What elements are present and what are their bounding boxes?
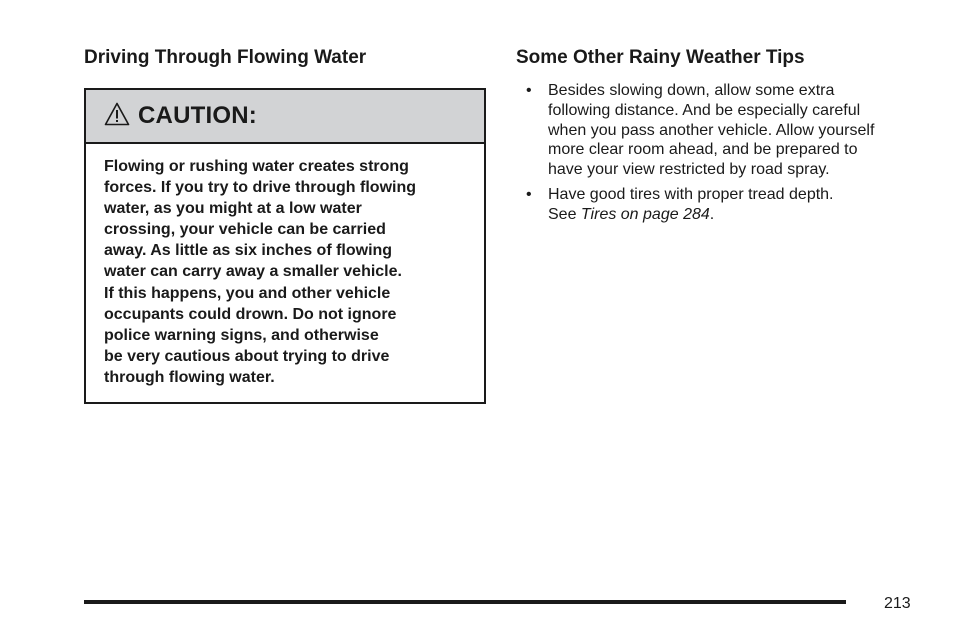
bullet-icon: • (526, 185, 532, 203)
caution-title: CAUTION: (138, 102, 257, 129)
list-item (516, 81, 916, 180)
bullet-icon: • (526, 82, 532, 99)
tip-line: have your view restricted by road spray. (548, 161, 830, 179)
see-suffix: . (709, 205, 715, 223)
tip-line: Have good tires with proper tread depth. (548, 185, 834, 203)
caution-box (84, 88, 486, 404)
tip-see-line (548, 205, 916, 225)
caution-line: forces. If you try to drive through flowing (104, 179, 417, 197)
page-number: 213 (884, 595, 911, 612)
caution-line: If this happens, you and other vehicle (104, 284, 391, 302)
left-column (84, 46, 486, 404)
tip-line: Besides slowing down, allow some extra (548, 82, 835, 99)
section-heading-rainy-tips: Some Other Rainy Weather Tips (516, 47, 805, 68)
tip-line: more clear room ahead, and be prepared to (548, 141, 858, 159)
caution-line: occupants could drown. Do not ignore (104, 305, 397, 323)
tip-line: when you pass another vehicle. Allow yourself (548, 121, 875, 139)
caution-line: Flowing or rushing water creates strong (104, 158, 409, 175)
right-column (516, 46, 916, 230)
caution-line: away. As little as six inches of flowing (104, 242, 393, 260)
caution-line: crossing, your vehicle can be carried (104, 221, 386, 239)
cross-reference-link[interactable]: Tires on page 284 (580, 205, 710, 223)
warning-triangle-icon (104, 102, 130, 126)
tips-list (516, 81, 916, 225)
footer-rule (84, 600, 846, 604)
caution-header (86, 90, 484, 144)
caution-line: through flowing water. (104, 368, 275, 386)
list-item (516, 185, 916, 225)
caution-line: water can carry away a smaller vehicle. (104, 263, 402, 281)
caution-body (86, 144, 484, 402)
caution-line: be very cautious about trying to drive (104, 347, 390, 365)
see-prefix: See (548, 205, 581, 223)
section-heading-flowing-water: Driving Through Flowing Water (84, 47, 367, 68)
caution-line: water, as you might at a low water (104, 200, 362, 218)
caution-line: police warning signs, and otherwise (104, 326, 379, 344)
tip-line: following distance. And be especially careful (548, 101, 861, 119)
